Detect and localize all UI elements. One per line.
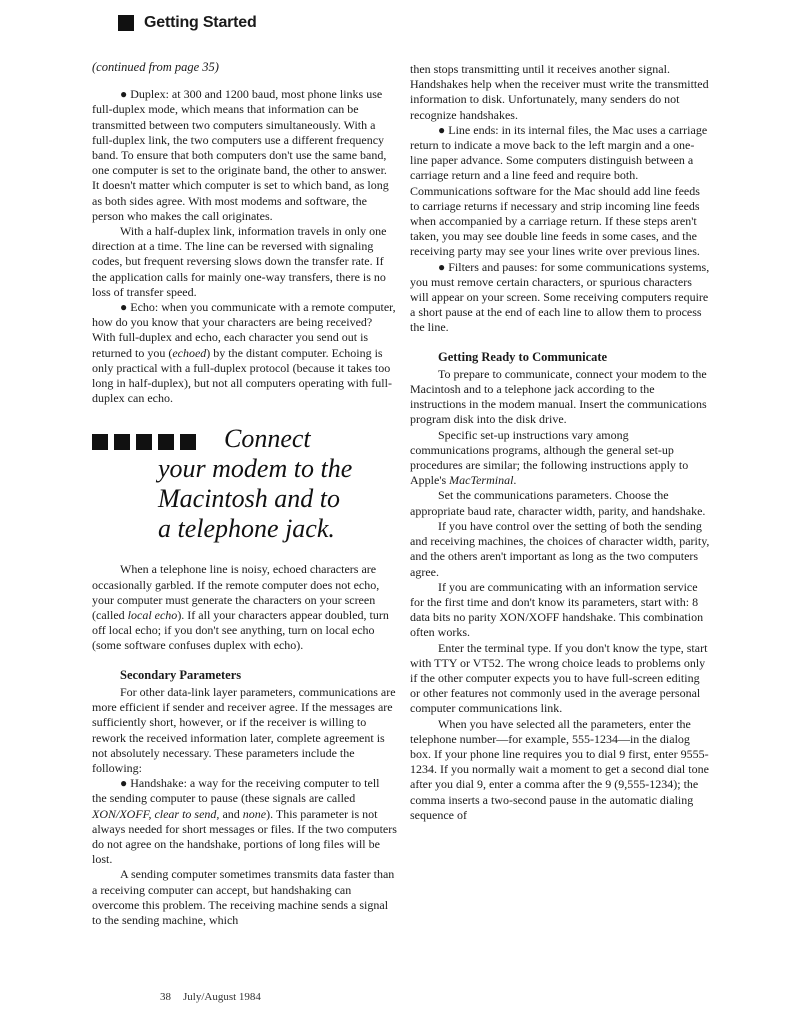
- continued-note: (continued from page 35): [92, 60, 219, 74]
- square-icon: [180, 434, 196, 450]
- header-square-icon: [118, 15, 134, 31]
- information-service-paragraph: If you are communicating with an information service for the first time and don't know its parameters, start with: 8 data bits no parity XON/XOFF handshake. This combination often works.: [410, 579, 704, 640]
- control-paragraph: If you have control over the setting of both the sending and receiving machines, the choices of character width, parity, and the others aren't important as long as the two computers agree.: [410, 518, 710, 579]
- handshake-paragraph: [92, 776, 397, 867]
- callout-line-4: a telephone jack.: [158, 514, 335, 544]
- pull-quote: [92, 424, 397, 544]
- echo-paragraph: [92, 300, 397, 406]
- other-parameters-paragraph: For other data-link layer parameters, communications are more efficient if sender and receiver agree. If the messages are sufficiently short, however, or if the receiver is willing to rework the received information later, complete agreement is not absolutely necessary. These parameters include the following:: [92, 684, 396, 775]
- specific-text-b: .: [513, 473, 517, 488]
- callout-line-1: Connect: [224, 424, 311, 454]
- handshake-emphasis-2: none: [242, 806, 267, 821]
- line-ends-paragraph: ● Line ends: in its internal files, the Mac uses a carriage return to indicate a move back to the left margin and a one-line paper advance. Some computers distinguish between a carriage return and a line feed and require both. Communications software for the Mac should add line feeds to carriage returns if necessary and strip incoming line feeds when accompanied by a carriage return. If these steps aren't taken, you may see double line feeds in some cases, and the receiving party may see your lines write over previous lines.: [410, 122, 708, 259]
- callout-squares: [92, 434, 196, 450]
- prepare-paragraph: To prepare to communicate, connect your modem to the Macintosh and to a telephone jack according to the instructions in the modem manual. Insert the communications program disk into the disk drive.: [410, 366, 707, 427]
- telephone-number-paragraph: When you have selected all the parameters, enter the telephone number—for example, 555-1234—in the dialog box. If your phone line requires you to dial 9 first, enter 9555-1234. If you normally wait a moment to get a second dial tone after you dial 9, enter a comma after the 9 (9,555-1234); the comma inserts a two-second pause in the automatic dialing sequence of: [410, 716, 709, 822]
- filters-paragraph: ● Filters and pauses: for some communications systems, you must remove certain characters, or spurious characters will appear on your screen. Some receiving computers require a short pause at the end of each line to allow them to process the line.: [410, 259, 710, 335]
- half-duplex-paragraph: With a half-duplex link, information travels in only one direction at a time. The line can be reversed with signaling codes, but frequent reversing slows down the transfer rate. If the application calls for mainly one-way transfers, there is no loss of transfer speed.: [92, 224, 387, 299]
- left-column: [92, 60, 397, 928]
- handshake-continued-paragraph: then stops transmitting until it receives another signal. Handshakes help when the receiver must write the transmitted information to disk. Unfortunately, many senders do not recognize handshakes.: [410, 62, 709, 122]
- duplex-paragraph: ● Duplex: at 300 and 1200 baud, most phone links use full-duplex mode, which means that information can be transmitted between two computers simultaneously. With a full-duplex link, the two computers use a different frequency band. To ensure that both computers don't use the same band, one computer is set to the originate band, the other to answer. It doesn't matter which computer is set to which band, as long as both sides agree. With most modems and software, the person who makes the call originates.: [92, 87, 389, 223]
- callout-line-2: your modem to the: [158, 454, 353, 484]
- specific-emphasis: MacTerminal: [449, 473, 514, 488]
- square-icon: [158, 434, 174, 450]
- specific-paragraph: [410, 428, 710, 489]
- right-column: [410, 62, 710, 823]
- set-parameters-paragraph: Set the communications parameters. Choose the appropriate baud rate, character width, parity, and handshake.: [410, 488, 706, 518]
- echo-emphasis: echoed: [172, 345, 207, 360]
- page-number: 38: [160, 991, 171, 1003]
- page-footer: [160, 991, 273, 1003]
- issue-date: July/August 1984: [183, 991, 261, 1003]
- noisy-text-b: ). If all your characters appear doubled, turn off local echo; if you don't see anything, turn on local echo (some software confuses duplex with echo).: [92, 608, 389, 653]
- handshake-emphasis: XON/XOFF, clear to send,: [92, 806, 220, 821]
- square-icon: [136, 434, 152, 450]
- handshake-text-mid: and: [219, 806, 243, 821]
- noisy-emphasis: local echo: [127, 608, 178, 623]
- specific-text-a: Specific set-up instructions vary among communications programs, although the general set-up procedures are similar; the following instructions apply to Apple's: [410, 427, 689, 488]
- echo-text-a: ● Echo: when you communicate with a remote computer, how do you know that your characters are being received? With full-duplex and echo, each character you send out is returned to you (: [92, 300, 396, 360]
- section-title: Getting Started: [144, 14, 257, 31]
- sending-computer-paragraph: A sending computer sometimes transmits data faster than a receiving computer can accept, but handshaking can overcome this problem. The receiving machine sends a signal to the sending machine, which: [92, 867, 395, 927]
- square-icon: [92, 434, 108, 450]
- getting-ready-heading: Getting Ready to Communicate: [438, 349, 608, 364]
- square-icon: [114, 434, 130, 450]
- handshake-text-b: ). This parameter is not always needed for short messages or files. If the two computers do not agree on the handshake, portions of long files will be lost.: [92, 806, 397, 867]
- terminal-type-paragraph: Enter the terminal type. If you don't know the type, start with TTY or VT52. The wrong choice leads to problems only if the other computer expects you to have full-screen editing or other features not commonly used in the average personal computer communications link.: [410, 640, 708, 716]
- secondary-parameters-heading: Secondary Parameters: [120, 667, 242, 682]
- handshake-text-a: ● Handshake: a way for the receiving computer to tell the sending computer to pause (these signals are called: [92, 776, 380, 806]
- noisy-text-a: When a telephone line is noisy, echoed characters are occasionally garbled. If the remote computer does not echo, your computer must generate the characters on your screen (called: [92, 562, 380, 623]
- echo-text-b: ) by the distant computer. Echoing is only practical with a full-duplex protocol (because it takes too long in half-duplex), but not all computers operating with full-duplex can echo.: [92, 345, 392, 406]
- page-header: [118, 14, 257, 32]
- callout-line-3: Macintosh and to: [158, 484, 340, 514]
- noisy-line-paragraph: [92, 562, 397, 653]
